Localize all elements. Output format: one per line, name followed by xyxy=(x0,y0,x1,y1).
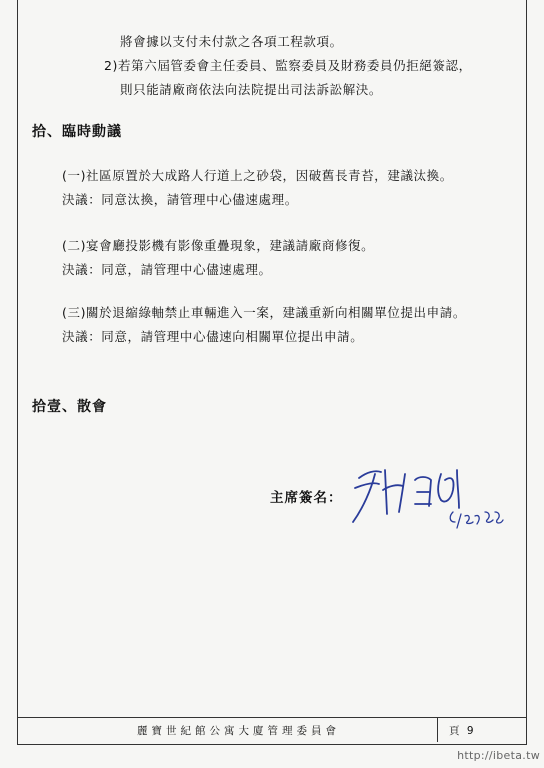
motion-3: (三)關於退縮綠軸禁止車輛進入一案，建議重新向相關單位提出申請。 xyxy=(62,305,466,320)
resolution-2: 決議：同意，請管理中心儘速處理。 xyxy=(62,262,272,277)
page-footer xyxy=(17,717,527,741)
footer-divider xyxy=(437,718,438,742)
resolution-1: 決議：同意汰換，請管理中心儘速處理。 xyxy=(62,192,298,207)
chairman-signature-label: 主席簽名： xyxy=(270,490,343,506)
motion-2: (二)宴會廳投影機有影像重疊現象，建議請廠商修復。 xyxy=(62,238,375,253)
motion-1: (一)社區原置於大成路人行道上之砂袋，因破舊長青苔，建議汰換。 xyxy=(62,168,453,183)
watermark: http://ibeta.tw xyxy=(457,749,540,762)
handwritten-signature xyxy=(345,460,515,540)
resolution-3: 決議：同意，請管理中心儘速向相關單位提出申請。 xyxy=(62,329,364,344)
signature-date: 5/3 2018 xyxy=(345,460,350,461)
page-border xyxy=(17,0,527,745)
footer-title: 麗寶世紀館公寓大廈管理委員會 xyxy=(137,725,340,737)
page-number: 頁 9 xyxy=(449,725,476,737)
section-heading-eleven: 拾壹、散會 xyxy=(32,399,107,415)
section-heading-ten: 拾、臨時動議 xyxy=(32,124,122,140)
paragraph-line-1: 將會據以支付未付款之各項工程款項。 xyxy=(120,34,343,49)
paragraph-line-2: 2)若第六屆管委會主任委員、監察委員及財務委員仍拒絕簽認， xyxy=(104,58,472,73)
paragraph-line-3: 則只能請廠商依法向法院提出司法訴訟解決。 xyxy=(120,82,383,97)
